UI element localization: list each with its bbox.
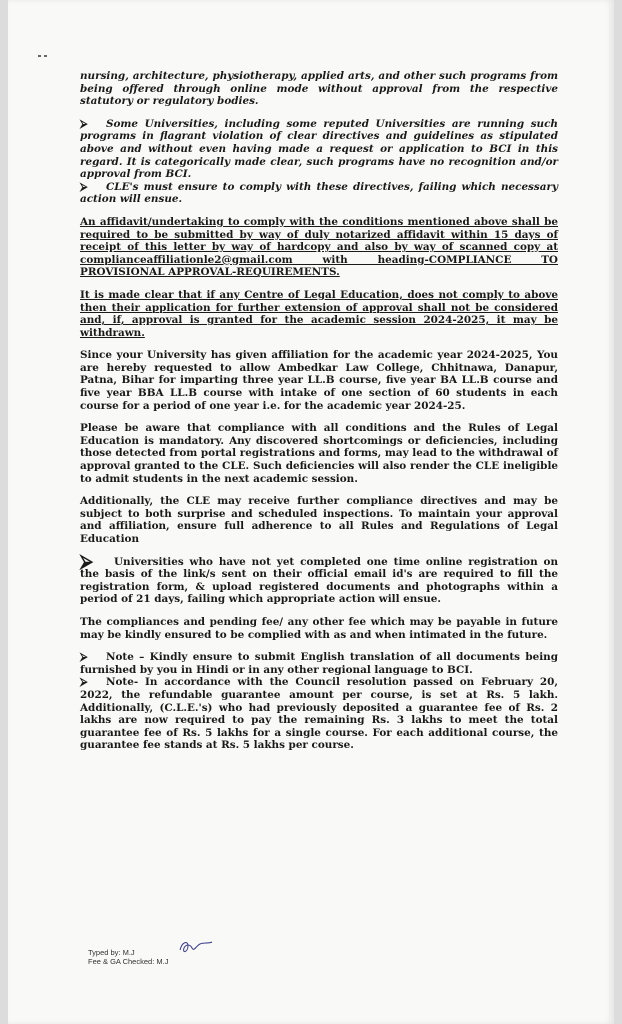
bullet-arrow-icon: ⮚: [80, 180, 88, 193]
paragraph-inspections: Additionally, the CLE may receive further compliance directives and may be subject to both surprise and scheduled inspections. To maintain your approval and affiliation, ensure full adherence to all Rules and Regulations of Legal Education: [80, 495, 558, 545]
paragraph-registration: [80, 550, 558, 606]
bullet-arrow-icon: ⮚: [80, 651, 88, 664]
paragraph-violations: [80, 118, 558, 181]
bullet-arrow-icon: ⮚: [80, 117, 88, 130]
paragraph-registration-text: Universities who have not yet completed one time online registration on the basis of the link/s sent on their official email id's are required to fill the registration form, & upload registered documents and photographs within a period of 21 days, failing which appropriate action will ensue.: [80, 555, 558, 606]
document-page: [8, 0, 614, 1024]
paragraph-translation-note: [80, 651, 558, 676]
paragraph-cle-comply: [80, 181, 558, 206]
paragraph-affiliation: Since your University has given affiliation for the academic year 2024-2025, You are hereby requested to allow Ambedkar Law College, Chhitnawa, Danapur, Patna, Bihar for imparting three year LL.B course, five year BA LL.B course and five year BBA LL.B course with intake of one section of 60 students in each course for a period of one year i.e. for the academic year 2024-25.: [80, 349, 558, 412]
paragraph-guarantee-note-text: Note- In accordance with the Council resolution passed on February 20, 2022, the refundable guarantee amount per course, is set at Rs. 5 lakh. Additionally, (C.L.E.'s) who had previously deposited a guarantee fee of Rs. 2 lakhs are now required to pay the remaining Rs. 3 lakhs to meet the total guarantee fee of Rs. 5 lakhs for a single course. For each additional course, the guarantee fee stands at Rs. 5 lakhs per course.: [80, 676, 558, 752]
paragraph-compliance-mandatory: Please be aware that compliance with all conditions and the Rules of Legal Education is mandatory. Any discovered shortcomings or deficiencies, including those detected from portal registrations and forms, may lead to the withdrawal of approval granted to the CLE. Such deficiencies will also render the CLE ineligible to admit students in the next academic session.: [80, 422, 558, 485]
footer-initials: [88, 948, 168, 966]
paragraph-online-programs: nursing, architecture, physiotherapy, applied arts, and other such programs from being offered through online mode without approval from the respective statutory or regulatory bodies.: [80, 70, 558, 108]
paragraph-translation-note-text: Note – Kindly ensure to submit English translation of all documents being furnished by you in Hindi or in any other regional language to BCI.: [80, 651, 558, 676]
paragraph-cle-comply-text: CLE's must ensure to comply with these directives, failing which necessary action will ensue.: [80, 180, 558, 206]
paragraph-violations-text: Some Universities, including some reputed Universities are running such programs in flagrant violation of clear directives and guidelines as stipulated above and without even having made a request or application to BCI in this regard. It is categorically made clear, such programs have no recognition and/or approval from BCI.: [80, 117, 558, 181]
checked-by: Fee & GA Checked: M.J: [88, 957, 169, 966]
paragraph-pending-fee: The compliances and pending fee/ any other fee which may be payable in future may be kindly ensured to be complied with as and when intimated in the future.: [80, 615, 558, 641]
paragraph-affidavit: An affidavit/undertaking to comply with the conditions mentioned above shall be required to be submitted by way of duly notarized affidavit within 15 days of receipt of this letter by way of hardcopy and also by way of scanned copy at complianceaffiliationle2@gmail.com with heading-COMPLIANCE TO PROVISIONAL APPROVAL-REQUIREMENTS.: [80, 215, 558, 279]
bullet-arrow-icon: ⮚: [80, 550, 93, 572]
typed-by: Typed by: M.J: [88, 948, 135, 957]
initials-signature: [176, 936, 216, 958]
paragraph-guarantee-note: [80, 676, 558, 752]
bullet-arrow-icon: ⮚: [80, 676, 88, 689]
paragraph-withdrawal: It is made clear that if any Centre of Legal Education, does not comply to above then their application for further extension of approval shall not be considered and, if, approval is granted for the academic session 2024-2025, it may be withdrawn.: [80, 288, 558, 339]
letter-body: [80, 70, 558, 762]
scan-marks: [38, 42, 52, 48]
